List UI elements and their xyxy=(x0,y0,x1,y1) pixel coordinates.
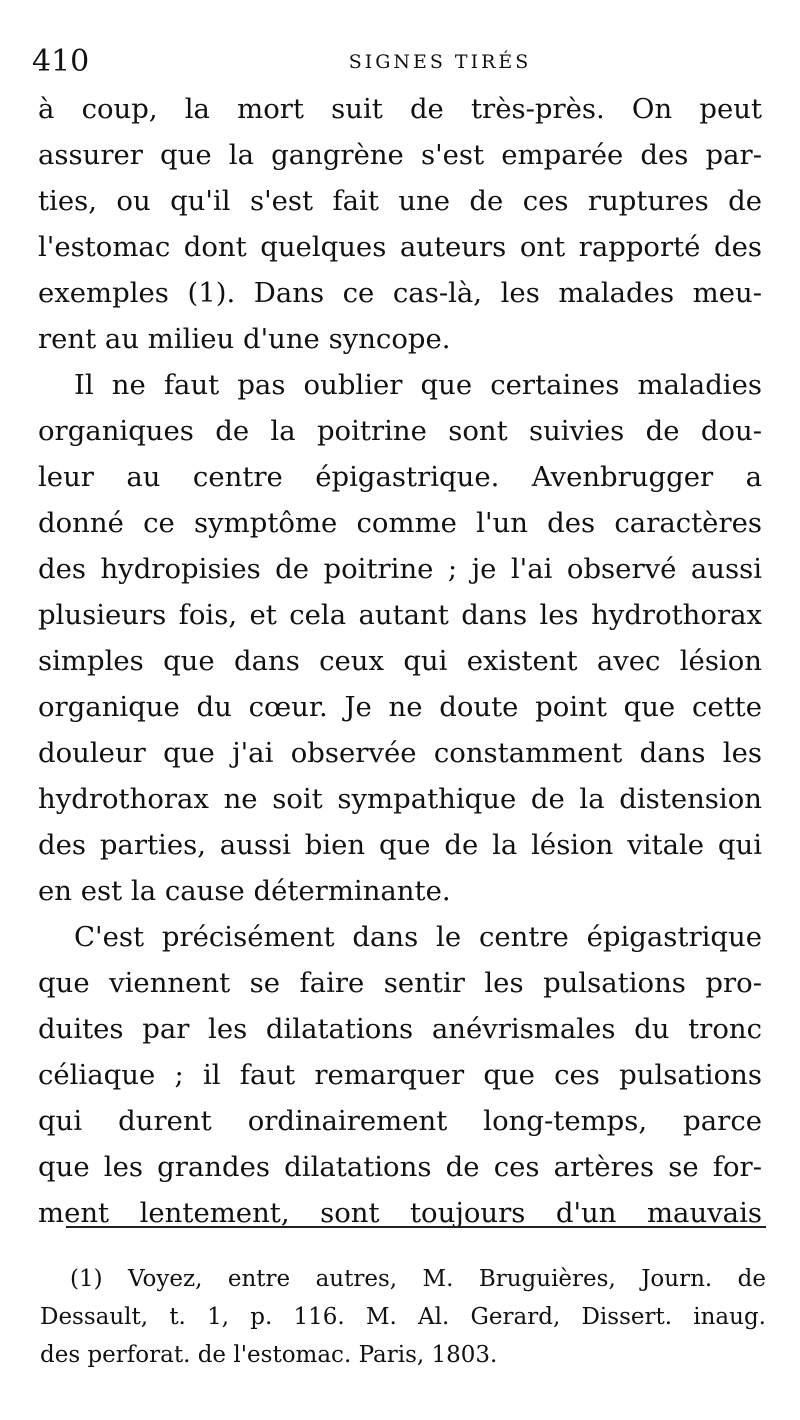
text-line: simples que dans ceux qui existent avec lésion xyxy=(38,645,762,677)
text-line: assurer que la gangrène s'est emparée des par- xyxy=(38,139,762,171)
text-line: duites par les dilatations anévrismales du tronc xyxy=(38,1013,762,1045)
text-line: donné ce symptôme comme l'un des caractères xyxy=(38,507,762,539)
footnote-divider xyxy=(66,1226,766,1228)
text-line: rent au milieu d'une syncope. xyxy=(38,323,451,355)
text-line: que viennent se faire sentir les pulsations pro- xyxy=(38,967,762,999)
page-header xyxy=(30,42,770,82)
text-line: douleur que j'ai observée constamment dans les xyxy=(38,737,762,769)
page-number: 410 xyxy=(32,44,90,79)
text-line: en est la cause déterminante. xyxy=(38,875,451,907)
text-line: des parties, aussi bien que de la lésion vitale qui xyxy=(38,829,762,861)
text-line: exemples (1). Dans ce cas-là, les malades meu- xyxy=(38,277,762,309)
footnote-line: (1) Voyez, entre autres, M. Bruguières, Journ. de xyxy=(70,1266,766,1292)
text-line: qui durent ordinairement long-temps, parce xyxy=(38,1105,762,1137)
text-line: que les grandes dilatations de ces artères se for- xyxy=(38,1151,762,1183)
text-line: C'est précisément dans le centre épigastrique xyxy=(74,921,762,953)
text-line: leur au centre épigastrique. Avenbrugger a xyxy=(38,461,762,493)
text-line: des hydropisies de poitrine ; je l'ai observé aussi xyxy=(38,553,762,585)
text-line: organiques de la poitrine sont suivies de dou- xyxy=(38,415,762,447)
text-line: à coup, la mort suit de très-près. On peut xyxy=(38,93,762,125)
text-line: hydrothorax ne soit sympathique de la distension xyxy=(38,783,762,815)
text-line: Il ne faut pas oublier que certaines maladies xyxy=(74,369,762,401)
footnote-line: des perforat. de l'estomac. Paris, 1803. xyxy=(40,1342,498,1368)
text-line: ment lentement, sont toujours d'un mauvais xyxy=(38,1197,762,1229)
text-line: plusieurs fois, et cela autant dans les hydrothorax xyxy=(38,599,762,631)
running-title: SIGNES TIRÉS xyxy=(348,51,532,73)
text-line: ties, ou qu'il s'est fait une de ces ruptures de xyxy=(38,185,762,217)
text-line: organique du cœur. Je ne doute point que cette xyxy=(38,691,762,723)
text-line: céliaque ; il faut remarquer que ces pulsations xyxy=(38,1059,762,1091)
body-text xyxy=(38,86,762,1236)
footnote-line: Dessault, t. 1, p. 116. M. Al. Gerard, Dissert. inaug. xyxy=(40,1304,766,1330)
text-line: l'estomac dont quelques auteurs ont rapporté des xyxy=(38,231,762,263)
footnote xyxy=(40,1260,766,1374)
